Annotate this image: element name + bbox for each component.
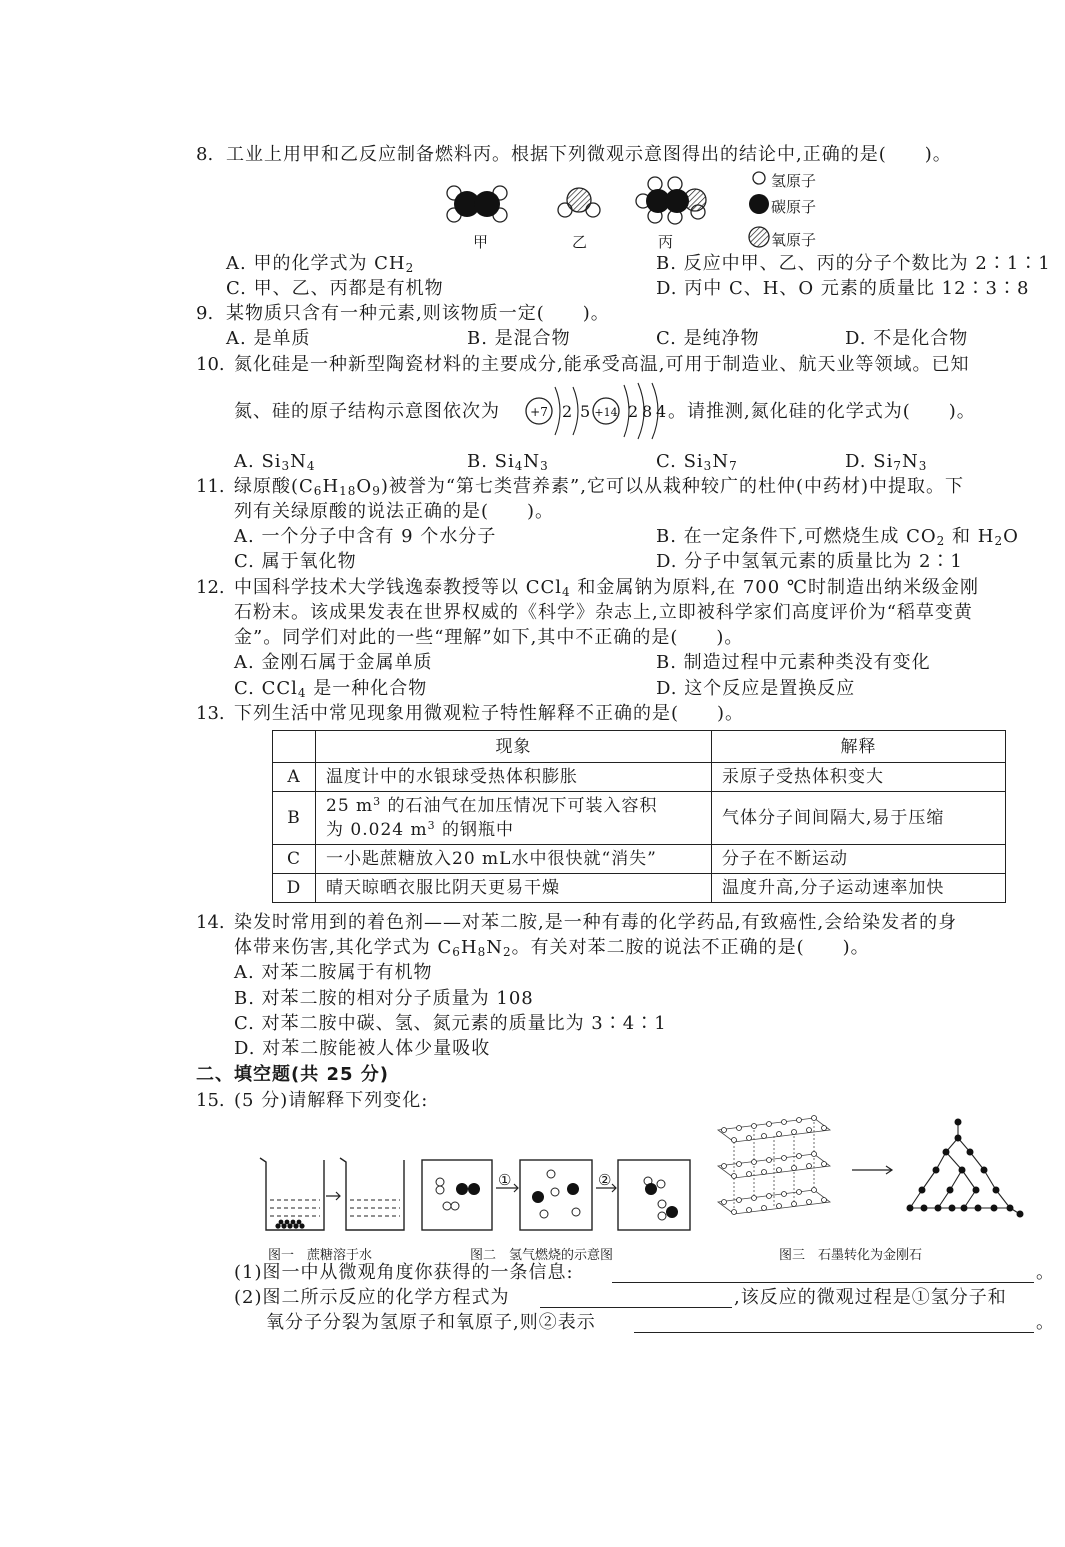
figure-2-caption: 图二 氢气燃烧的示意图 — [470, 1248, 614, 1263]
q12-option-c: C. CCl$_4$ 是一种化合物 — [234, 678, 428, 700]
table-header-row — [273, 731, 1006, 763]
table-header-explanation: 解释 — [712, 731, 1006, 763]
q9-number: 9. — [196, 303, 214, 324]
reaction-box-1 — [422, 1160, 492, 1230]
answer-blank-1[interactable] — [612, 1262, 1034, 1283]
label-yi: 乙 — [572, 233, 588, 251]
q13-table — [272, 730, 1006, 903]
q11-option-d: D. 分子中氢氧元素的质量比为 2∶1 — [656, 551, 963, 572]
q12-option-b: B. 制造过程中元素种类没有变化 — [656, 652, 931, 673]
q15-number: 15. — [196, 1090, 225, 1111]
row-explanation: 分子在不断运动 — [712, 845, 1006, 874]
q8-number: 8. — [196, 144, 214, 165]
q12-stem-line2: 石粉末。该成果发表在世界权威的《科学》杂志上,立即被科学家们高度评价为“稻草变黄 — [234, 602, 973, 623]
q9-option-d: D. 不是化合物 — [845, 328, 969, 349]
reaction-box-3 — [618, 1160, 690, 1230]
q13-number: 13. — [196, 703, 225, 724]
q9-option-a: A. 是单质 — [226, 328, 311, 349]
section-heading: 二、填空题(共 25 分) — [196, 1064, 390, 1085]
q12-stem-line3: 金”。同学们对此的一些“理解”如下,其中不正确的是( )。 — [234, 627, 744, 648]
row-key: B — [273, 792, 316, 845]
q8-option-d: D. 丙中 C、H、O 元素的质量比 12∶3∶8 — [656, 278, 1030, 299]
q12-option-d: D. 这个反应是置换反应 — [656, 678, 856, 699]
answer-blank-2[interactable] — [540, 1287, 732, 1308]
label-bing: 丙 — [658, 233, 674, 251]
beaker-after-icon — [340, 1158, 404, 1230]
q11-stem-line1: 绿原酸$(C_6H_{18}O_9)$被誉为“第七类营养素”,它可以从栽种较广的杜仲(中药材)中提取。下 — [234, 476, 965, 498]
answer-blank-3[interactable] — [634, 1312, 1034, 1333]
q10-option-b: B. $Si_4N_3$ — [467, 451, 549, 473]
molecule-yi-icon — [558, 188, 600, 217]
q15-part-2a: (2)图二所示反应的化学方程式为 — [234, 1287, 510, 1308]
q8-option-c: C. 甲、乙、丙都是有机物 — [226, 278, 444, 299]
q11-number: 11. — [196, 476, 225, 497]
row-explanation: 汞原子受热体积变大 — [712, 763, 1006, 792]
row-explanation: 气体分子间间隔大,易于压缩 — [712, 792, 1006, 845]
q14-number: 14. — [196, 912, 225, 933]
q11-option-b: B. 在一定条件下,可燃烧生成 $CO_2$ 和 $H_2O$ — [656, 526, 1019, 548]
row-key: A — [273, 763, 316, 792]
q10-option-a: A. $Si_3N_4$ — [234, 451, 316, 473]
q12-stem-line1: 中国科学技术大学钱逸泰教授等以 CCl$_4$ 和金属钠为原料,在 700 ℃时制造出纳米级金刚 — [234, 577, 980, 599]
q11-stem-line2: 列有关绿原酸的说法正确的是( )。 — [234, 501, 555, 522]
beaker-before-icon — [260, 1158, 324, 1230]
q10-option-d: D. $Si_7N_3$ — [845, 451, 928, 473]
q14-option-c: C. 对苯二胺中碳、氢、氮元素的质量比为 3∶4∶1 — [234, 1013, 667, 1034]
q9-option-b: B. 是混合物 — [467, 328, 571, 349]
q14-stem-line1: 染发时常用到的着色剂——对苯二胺,是一种有毒的化学药品,有致癌性,会给染发者的身 — [234, 912, 958, 933]
legend-oxygen-label: 氧原子 — [771, 231, 817, 249]
q12-number: 12. — [196, 577, 225, 598]
row-phenomenon: 晴天晾晒衣服比阴天更易干燥 — [316, 874, 712, 903]
step-1-label: ① — [498, 1171, 513, 1189]
q8-option-a: A. 甲的化学式为 $CH_2$ — [226, 253, 415, 275]
q11-option-a: A. 一个分子中含有 9 个水分子 — [234, 526, 497, 547]
molecule-jia-icon — [447, 186, 507, 222]
q8-molecule-diagram — [330, 170, 1050, 250]
q9-option-c: C. 是纯净物 — [656, 328, 760, 349]
table-header-blank — [273, 731, 316, 763]
label-jia: 甲 — [473, 233, 489, 251]
si-shell-2-text: 8 — [642, 402, 653, 421]
q14-option-a: A. 对苯二胺属于有机物 — [234, 962, 433, 983]
q15-part-1: (1)图一中从微观角度你获得的一条信息: — [234, 1262, 574, 1283]
si-shell-1-text: 2 — [628, 402, 639, 421]
q13-stem: 下列生活中常见现象用微观粒子特性解释不正确的是( )。 — [234, 703, 745, 724]
oxygen-atom-icon — [749, 227, 769, 247]
q10-stem-line2a: 氮、硅的原子结构示意图依次为 — [234, 401, 500, 422]
q8-stem: 工业上用甲和乙反应制备燃料丙。根据下列微观示意图得出的结论中,正确的是( )。 — [226, 144, 952, 165]
figure-1-caption: 图一 蔗糖溶于水 — [268, 1248, 373, 1263]
graphite-to-diamond-figure — [714, 1114, 1024, 1234]
q12-option-a: A. 金刚石属于金属单质 — [234, 652, 433, 673]
q14-stem-line2: 体带来伤害,其化学式为 $C_6H_8N_2$。有关对苯二胺的说法不正确的是( )。 — [234, 937, 870, 959]
q15-part-1-end: 。 — [1036, 1262, 1055, 1283]
legend-carbon-label: 碳原子 — [771, 198, 817, 216]
q9-stem: 某物质只含有一种元素,则该物质一定( )。 — [226, 303, 610, 324]
q10-stem-line1: 氮化硅是一种新型陶瓷材料的主要成分,能承受高温,可用于制造业、航天业等领域。已知 — [234, 354, 970, 375]
table-row — [273, 845, 1006, 874]
molecule-bing-icon — [636, 177, 706, 224]
row-key: D — [273, 874, 316, 903]
table-row — [273, 792, 1006, 845]
arrow-icon — [326, 1192, 340, 1200]
q15-part-3: 氧分子分裂为氢原子和氧原子,则②表示 — [266, 1312, 596, 1333]
n-shell-2-text: 5 — [580, 402, 591, 421]
legend-hydrogen-label: 氢原子 — [771, 172, 817, 190]
q15-part-2b: ,该反应的微观过程是①氢分子和 — [734, 1287, 1007, 1308]
hydrogen-atom-icon — [753, 172, 765, 184]
si-nucleus-text: +14 — [594, 406, 618, 419]
table-row — [273, 874, 1006, 903]
table-row — [273, 763, 1006, 792]
row-explanation: 温度升高,分子运动速率加快 — [712, 874, 1006, 903]
table-header-phenomenon: 现象 — [316, 731, 712, 763]
figure-3-caption: 图三 石墨转化为金刚石 — [779, 1248, 923, 1263]
q15-part-3-end: 。 — [1036, 1312, 1055, 1333]
q14-option-d: D. 对苯二胺能被人体少量吸收 — [234, 1038, 491, 1059]
q15-figures-1-2 — [256, 1152, 726, 1242]
step-2-label: ② — [598, 1171, 613, 1189]
n-nucleus-text: +7 — [530, 405, 548, 419]
row-phenomenon: 一小匙蔗糖放入20 mL水中很快就“消失” — [316, 845, 712, 874]
row-phenomenon: 温度计中的水银球受热体积膨胀 — [316, 763, 712, 792]
row-key: C — [273, 845, 316, 874]
carbon-atom-icon — [749, 194, 769, 214]
q8-option-b: B. 反应中甲、乙、丙的分子个数比为 2∶1∶1 — [656, 253, 1051, 274]
q11-option-c: C. 属于氧化物 — [234, 551, 357, 572]
q10-stem-line2b: 。请推测,氮化硅的化学式为( )。 — [668, 401, 976, 422]
q10-number: 10. — [196, 354, 225, 375]
q14-option-b: B. 对苯二胺的相对分子质量为 108 — [234, 988, 534, 1009]
n-shell-1-text: 2 — [562, 402, 573, 421]
q10-option-c: C. $Si_3N_7$ — [656, 451, 738, 473]
q15-stem: (5 分)请解释下列变化: — [234, 1090, 429, 1111]
si-shell-3-text: 4 — [656, 402, 667, 421]
row-phenomenon: 25 $m^3$ 的石油气在加压情况下可装入容积 为 0.024 $m^3$ 的钢瓶中 — [316, 792, 712, 845]
